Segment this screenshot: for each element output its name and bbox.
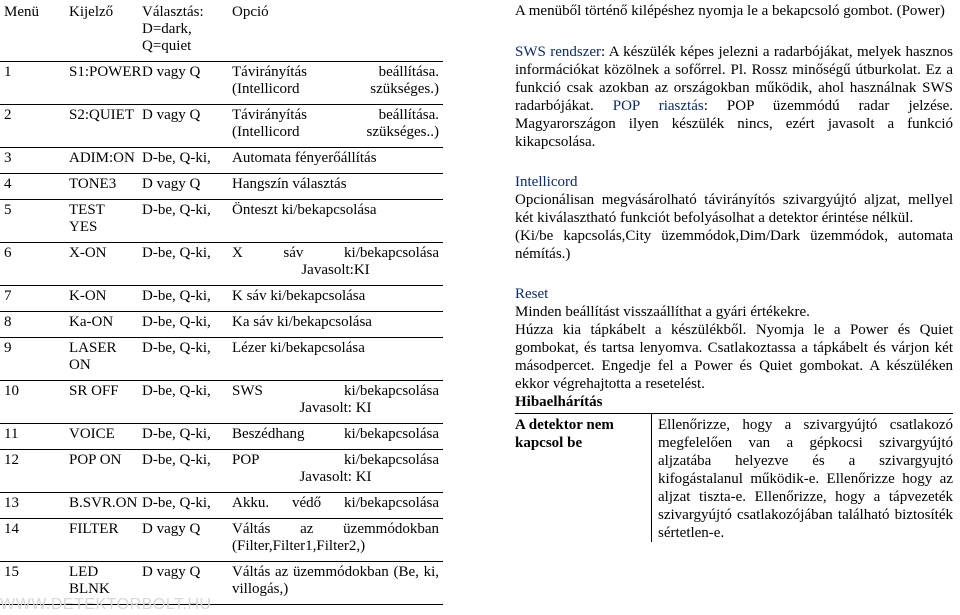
row-number: 14 <box>0 519 65 562</box>
row-number: 7 <box>0 286 65 312</box>
table-row <box>0 493 443 519</box>
row-display: VOICE <box>65 424 138 450</box>
row-option <box>228 338 443 381</box>
row-option <box>228 381 443 424</box>
row-option <box>228 174 443 200</box>
option-text: Lézer ki/bekapcsolása <box>232 340 365 356</box>
row-number: 9 <box>0 338 65 381</box>
option-text: Önteszt ki/bekapcsolása <box>232 202 377 218</box>
row-choice: D vagy Q <box>138 62 228 105</box>
pop-label: POP riasztás <box>612 98 704 114</box>
row-display: ADIM:ON <box>65 148 138 174</box>
table-row <box>0 338 443 381</box>
option-text: Távirányítás beállítása. (Intellicord szükséges..) <box>232 107 439 140</box>
trouble-label: A detektor nem kapcsol be <box>515 413 652 542</box>
row-display: S2:QUIET <box>65 105 138 148</box>
row-number: 1 <box>0 62 65 105</box>
option-text: Váltás az üzemmódokban (Be, ki, villogás,) <box>232 564 439 597</box>
row-choice: D-be, Q-ki, <box>138 286 228 312</box>
option-text: POP ki/bekapcsolása <box>232 452 439 468</box>
row-option <box>228 450 443 493</box>
row-number: 8 <box>0 312 65 338</box>
table-row <box>0 381 443 424</box>
row-number: 12 <box>0 450 65 493</box>
option-text: SWS ki/bekapcsolása <box>232 383 439 399</box>
watermark: WWW.DETEKTORBOLT.HU <box>0 596 212 613</box>
option-text: X sáv ki/bekapcsolása <box>232 245 439 261</box>
row-choice: D-be, Q-ki, <box>138 200 228 243</box>
option-text: Akku. védő ki/bekapcsolása <box>232 495 439 511</box>
row-choice: D vagy Q <box>138 519 228 562</box>
row-display: POP ON <box>65 450 138 493</box>
troubleshooting-table <box>515 413 953 542</box>
table-row <box>0 200 443 243</box>
row-display: Ka-ON <box>65 312 138 338</box>
table-row <box>0 424 443 450</box>
row-display: LED BLNK <box>65 562 138 605</box>
reset-text-1: Minden beállítást visszaállíthat a gyári értékekre. <box>515 304 810 320</box>
table-row <box>0 148 443 174</box>
row-option <box>228 424 443 450</box>
row-choice: D-be, Q-ki, <box>138 148 228 174</box>
intellicord-title: Intellicord <box>515 174 578 190</box>
row-choice: D vagy Q <box>138 105 228 148</box>
table-row <box>0 286 443 312</box>
reset-text-2: Húzza kia tápkábelt a készülékből. Nyomja le a Power és Quiet gombokat, és tartsa lenyomva. Csatlakoztassa a tápkábelt és várjon két másodpercet. Engedje fel a Power és Quiet gombokat. A készüléken ekkor végrehajtotta a resetelést. <box>515 322 953 392</box>
option-recommendation: Javasolt: KI <box>299 469 372 485</box>
row-choice: D-be, Q-ki, <box>138 493 228 519</box>
table-header-row <box>0 0 443 62</box>
row-number: 11 <box>0 424 65 450</box>
option-text: K sáv ki/bekapcsolása <box>232 288 366 304</box>
row-choice: D-be, Q-ki, <box>138 312 228 338</box>
trouble-text: Ellenőrizze, hogy a szivargyújtó csatlakozó megfelelően van a gépkocsi szivargyújtó aljzatába helyezve és a szivargyujtó kifogástalanul működik-e. Ellenőrizze hogy az aljzat tiszta-e. Ellenőrizze, hogy a tápvezeték szivargyújtó csatlakozójában található biztosíték sértetlen-e. <box>652 413 953 542</box>
troubleshooting-title: Hibaelhárítás <box>515 394 603 410</box>
intellicord-text-1: Opcionálisan megvásárolható távirányítós szivargyújtó aljzat, mellyel két kiválasztható funkciót befolyásolhat a detektor érintése nélkül. <box>515 192 953 226</box>
sws-paragraph <box>515 43 953 151</box>
option-text: Automata fényerőállítás <box>232 150 377 166</box>
table-row <box>0 105 443 148</box>
right-column <box>515 2 953 542</box>
option-recommendation: Javasolt: KI <box>299 400 372 416</box>
row-number: 15 <box>0 562 65 605</box>
row-number: 6 <box>0 243 65 286</box>
option-text: Váltás az üzemmódokban (Filter,Filter1,Filter2,) <box>232 521 439 554</box>
option-recommendation: Javasolt:KI <box>301 262 370 278</box>
row-number: 10 <box>0 381 65 424</box>
row-choice: D-be, Q-ki, <box>138 338 228 381</box>
reset-title: Reset <box>515 286 549 302</box>
row-choice: D-be, Q-ki, <box>138 450 228 493</box>
table-row <box>0 174 443 200</box>
intellicord-text-2: (Ki/be kapcsolás,City üzemmódok,Dim/Dark üzemmódok, automata némítás.) <box>515 228 953 262</box>
sws-label: SWS rendszer <box>515 44 602 60</box>
table-row <box>0 312 443 338</box>
row-display: TONE3 <box>65 174 138 200</box>
row-option <box>228 243 443 286</box>
option-text: Távirányítás beállítása. (Intellicord szükséges.) <box>232 64 439 97</box>
row-display: TEST YES <box>65 200 138 243</box>
row-option <box>228 148 443 174</box>
table-row <box>0 519 443 562</box>
row-display: B.SVR.ON <box>65 493 138 519</box>
row-display: K-ON <box>65 286 138 312</box>
row-number: 2 <box>0 105 65 148</box>
row-option <box>228 562 443 605</box>
row-display: SR OFF <box>65 381 138 424</box>
row-option <box>228 105 443 148</box>
row-option <box>228 493 443 519</box>
option-text: Ka sáv ki/bekapcsolása <box>232 314 372 330</box>
option-text: Beszédhang ki/bekapcsolása <box>232 426 439 442</box>
row-display: X-ON <box>65 243 138 286</box>
row-number: 4 <box>0 174 65 200</box>
row-display: FILTER <box>65 519 138 562</box>
intro-text: A menüből történő kilépéshez nyomja le a bekapcsoló gombot. (Power) <box>515 3 945 19</box>
row-option <box>228 519 443 562</box>
menu-table <box>0 0 443 605</box>
row-number: 13 <box>0 493 65 519</box>
sws-text-a: : A készülék képes jelezni a radarbójákat, melyek hasznos információkat közölnek a sofőrrel. Pl. Rossz minőségű útburkolat. Ez a funkció csak azokban az országokban működik, ahol használnak SWS radarbójákat. <box>515 44 953 114</box>
header-choice: Választás: D=dark, Q=quiet <box>138 0 228 62</box>
header-menu: Menü <box>0 0 65 62</box>
row-option <box>228 286 443 312</box>
row-number: 5 <box>0 200 65 243</box>
table-row <box>0 243 443 286</box>
row-option <box>228 62 443 105</box>
row-display: S1:POWER <box>65 62 138 105</box>
row-choice: D vagy Q <box>138 562 228 605</box>
header-display: Kijelző <box>65 0 138 62</box>
sws-text-b: : POP üzemmódú radar jelzése. Magyarországon ilyen készülék nincs, ezért javasolt a funkció kikapcsolása. <box>515 98 953 150</box>
table-row <box>0 450 443 493</box>
row-display: LASER ON <box>65 338 138 381</box>
row-option <box>228 312 443 338</box>
row-number: 3 <box>0 148 65 174</box>
row-choice: D-be, Q-ki, <box>138 424 228 450</box>
header-option: Opció <box>228 0 443 62</box>
row-choice: D-be, Q-ki, <box>138 243 228 286</box>
row-option <box>228 200 443 243</box>
option-text: Hangszín választás <box>232 176 347 192</box>
table-row <box>0 62 443 105</box>
menu-table-container <box>0 0 443 605</box>
row-choice: D vagy Q <box>138 174 228 200</box>
row-choice: D-be, Q-ki, <box>138 381 228 424</box>
